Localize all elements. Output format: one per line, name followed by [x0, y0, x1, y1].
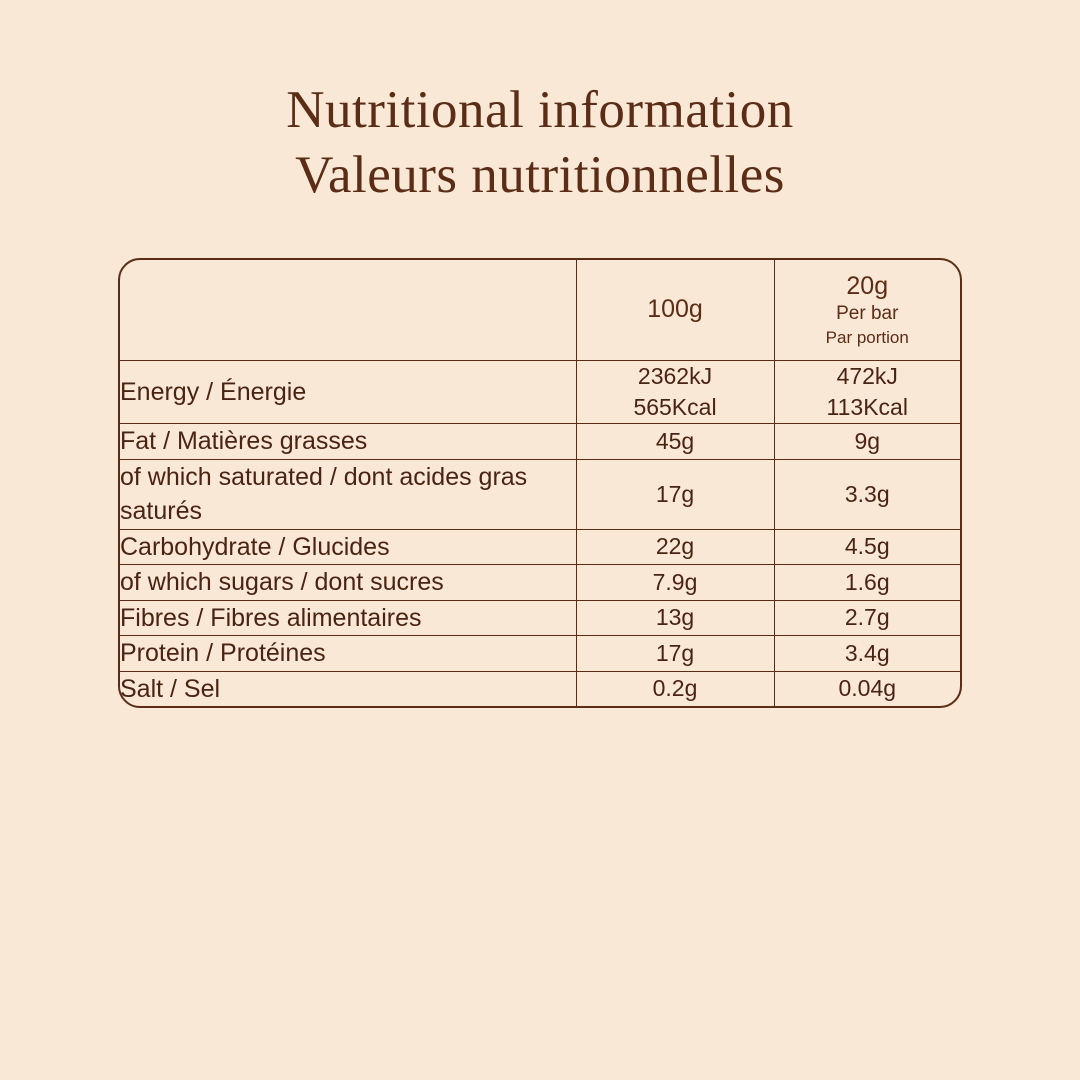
- header-per-100g: [576, 260, 774, 361]
- row-value-100g: 45g: [576, 424, 774, 460]
- table-row: [120, 529, 960, 565]
- row-label: Fat / Matières grasses: [120, 424, 576, 460]
- table-header-row: [120, 260, 960, 361]
- row-value-100g-line2: 565Kcal: [633, 394, 717, 421]
- row-value-100g: 17g: [576, 636, 774, 672]
- table-row: [120, 459, 960, 529]
- row-value-100g: [576, 361, 774, 424]
- table-row: [120, 671, 960, 706]
- row-value-per-bar: 3.4g: [774, 636, 960, 672]
- row-label: of which sugars / dont sucres: [120, 565, 576, 601]
- row-label: Protein / Protéines: [120, 636, 576, 672]
- header-per-bar-weight: 20g: [846, 271, 889, 300]
- table-row: [120, 600, 960, 636]
- row-value-per-bar: 2.7g: [774, 600, 960, 636]
- row-value-per-bar: 9g: [774, 424, 960, 460]
- table-row: [120, 424, 960, 460]
- page-title: [0, 0, 1080, 207]
- title-line-english: Nutritional information: [286, 81, 794, 139]
- header-per-bar-label-en: Per bar: [836, 303, 899, 325]
- row-value-per-bar: [774, 361, 960, 424]
- row-value-100g: 7.9g: [576, 565, 774, 601]
- row-value-per-bar-line1: 472kJ: [836, 363, 898, 389]
- nutrition-table-container: [118, 258, 962, 708]
- table-row: [120, 565, 960, 601]
- row-value-per-bar: 1.6g: [774, 565, 960, 601]
- title-line-french: Valeurs nutritionnelles: [295, 145, 785, 204]
- nutrition-table: [120, 260, 960, 706]
- row-value-100g: 0.2g: [576, 671, 774, 706]
- row-value-per-bar: 0.04g: [838, 675, 897, 702]
- header-blank-cell: [120, 260, 576, 361]
- row-label: of which saturated / dont acides gras saturés: [120, 459, 576, 529]
- row-value-per-bar-line2: 113Kcal: [826, 394, 908, 421]
- row-value-100g: 22g: [576, 529, 774, 565]
- row-label: Fibres / Fibres alimentaires: [120, 600, 576, 636]
- header-per-bar: [774, 260, 960, 361]
- row-value-100g-line1: 2362kJ: [637, 363, 713, 389]
- row-value-100g: 17g: [576, 459, 774, 529]
- row-value-per-bar: 4.5g: [774, 529, 960, 565]
- header-per-bar-label-fr: Par portion: [825, 327, 909, 347]
- header-per-100g-label: 100g: [647, 295, 703, 324]
- row-value-100g: 13g: [576, 600, 774, 636]
- row-label: Salt / Sel: [120, 671, 576, 706]
- row-value-per-bar: 3.3g: [774, 459, 960, 529]
- row-label: Carbohydrate / Glucides: [120, 529, 576, 565]
- table-row: [120, 361, 960, 424]
- row-label: Energy / Énergie: [120, 361, 576, 424]
- table-row: [120, 636, 960, 672]
